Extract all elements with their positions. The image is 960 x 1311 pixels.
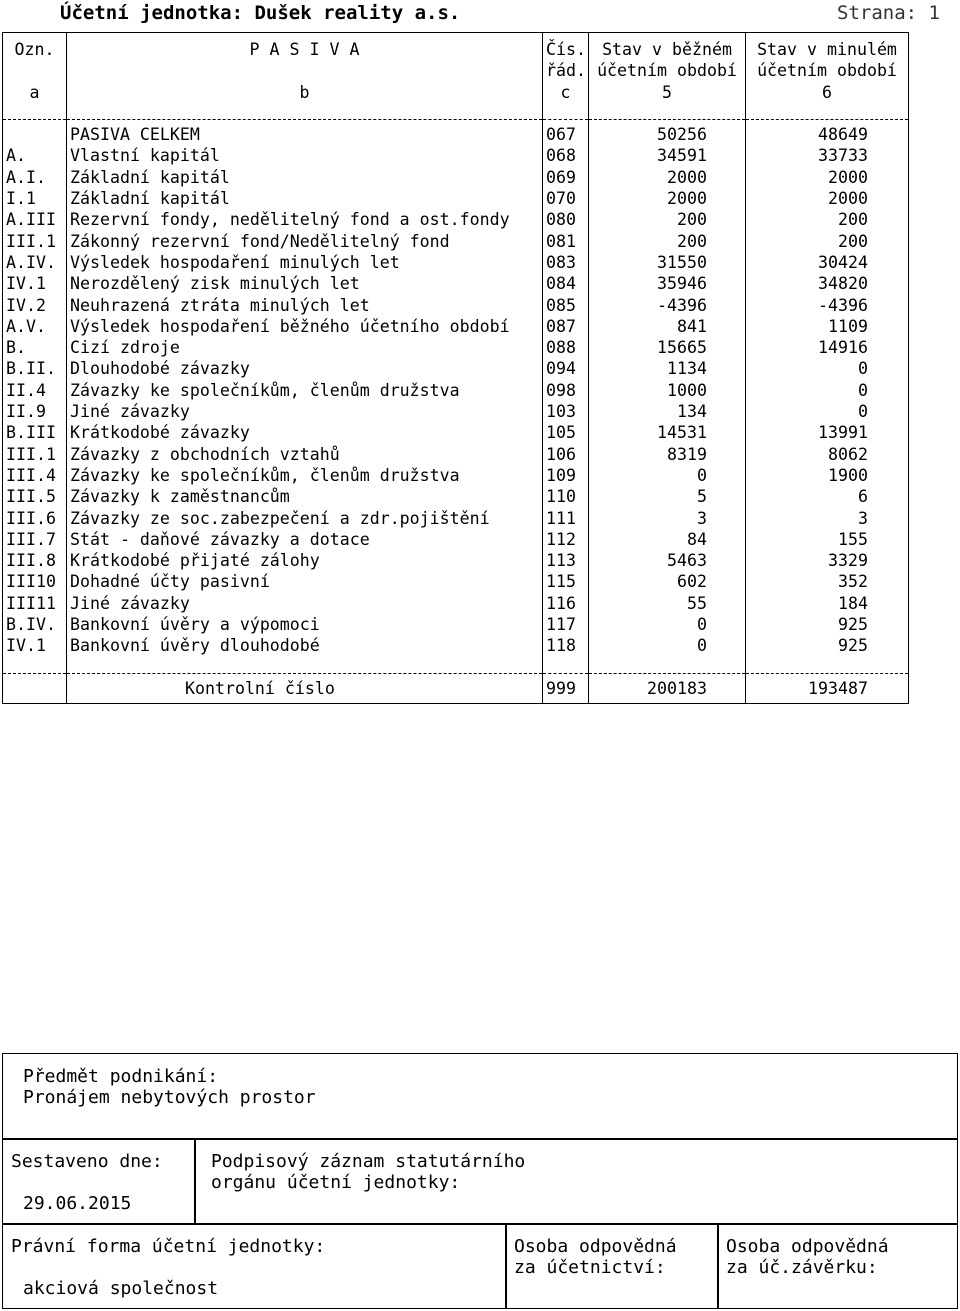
row-previous-value: -4396 — [746, 295, 909, 316]
row-code: A.III — [3, 209, 67, 230]
subject-box — [2, 1053, 958, 1140]
row-line-number: 106 — [543, 444, 589, 465]
col-rad-header: Čís. — [543, 39, 589, 60]
row-name: Základní kapitál — [67, 188, 543, 209]
row-current-value: 5463 — [589, 550, 746, 571]
table-row — [3, 550, 909, 571]
row-name: Bankovní úvěry a výpomoci — [67, 614, 543, 635]
row-code: A. — [3, 145, 67, 166]
row-previous-value: 184 — [746, 593, 909, 614]
row-code: III.5 — [3, 486, 67, 507]
report-header — [60, 2, 940, 24]
row-code: IV.2 — [3, 295, 67, 316]
row-line-number: 105 — [543, 422, 589, 443]
col-current-header-2: účetním období — [589, 60, 746, 81]
row-code: IV.1 — [3, 273, 67, 294]
table-row — [3, 273, 909, 294]
row-current-value: 1134 — [589, 358, 746, 379]
row-code: IV.1 — [3, 635, 67, 656]
table-row — [3, 614, 909, 635]
row-code: A.V. — [3, 316, 67, 337]
row-line-number: 103 — [543, 401, 589, 422]
table-row — [3, 124, 909, 145]
control-current-value: 200183 — [589, 678, 746, 699]
row-previous-value: 925 — [746, 635, 909, 656]
row-name: Závazky ze soc.zabezpečení a zdr.pojištění — [67, 508, 543, 529]
row-code: I.1 — [3, 188, 67, 209]
page-number: Strana: 1 — [837, 2, 940, 24]
col-number-6: 6 — [746, 82, 909, 103]
row-previous-value: 352 — [746, 571, 909, 592]
row-name: Jiné závazky — [67, 593, 543, 614]
row-current-value: 84 — [589, 529, 746, 550]
row-current-value: 31550 — [589, 252, 746, 273]
row-current-value: 841 — [589, 316, 746, 337]
col-letter-c: c — [543, 82, 589, 103]
table-row — [3, 444, 909, 465]
row-current-value: 2000 — [589, 188, 746, 209]
row-code: III.6 — [3, 508, 67, 529]
row-name: Rezervní fondy, nedělitelný fond a ost.fondy — [67, 209, 543, 230]
row-name: Závazky z obchodních vztahů — [67, 444, 543, 465]
row-name: Základní kapitál — [67, 167, 543, 188]
row-previous-value: 2000 — [746, 188, 909, 209]
row-line-number: 080 — [543, 209, 589, 230]
col-rad-header-2: řád. — [543, 60, 589, 81]
row-name: Závazky ke společníkům, členům družstva — [67, 465, 543, 486]
row-name: Výsledek hospodaření běžného účetního období — [67, 316, 543, 337]
col-letter-b: b — [67, 82, 543, 103]
row-name: Krátkodobé závazky — [67, 422, 543, 443]
row-current-value: 602 — [589, 571, 746, 592]
row-line-number: 110 — [543, 486, 589, 507]
row-code: B.III — [3, 422, 67, 443]
legal-form-value: akciová společnost — [23, 1278, 219, 1299]
row-name: PASIVA CELKEM — [67, 124, 543, 145]
table-row — [3, 316, 909, 337]
row-name: Zákonný rezervní fond/Nedělitelný fond — [67, 231, 543, 252]
row-code: III.1 — [3, 231, 67, 252]
row-code: B.II. — [3, 358, 67, 379]
row-line-number: 085 — [543, 295, 589, 316]
header-row-3 — [3, 82, 909, 103]
row-line-number: 084 — [543, 273, 589, 294]
row-current-value: -4396 — [589, 295, 746, 316]
row-code: A.I. — [3, 167, 67, 188]
table-row — [3, 380, 909, 401]
row-name: Vlastní kapitál — [67, 145, 543, 166]
legal-form-label: Právní forma účetní jednotky: — [11, 1236, 326, 1257]
compiled-date: 29.06.2015 — [23, 1193, 132, 1214]
row-name: Neuhrazená ztráta minulých let — [67, 295, 543, 316]
row-code — [3, 124, 67, 145]
control-code — [3, 678, 67, 699]
accounting-label-1: Osoba odpovědná — [514, 1236, 677, 1257]
row-line-number: 069 — [543, 167, 589, 188]
table-row — [3, 209, 909, 230]
row-current-value: 35946 — [589, 273, 746, 294]
signature-label-2: orgánu účetní jednotky: — [211, 1172, 461, 1193]
row-previous-value: 3329 — [746, 550, 909, 571]
control-row — [3, 678, 909, 699]
row-line-number: 068 — [543, 145, 589, 166]
row-code: II.9 — [3, 401, 67, 422]
row-code: B. — [3, 337, 67, 358]
row-name: Závazky ke společníkům, členům družstva — [67, 380, 543, 401]
table-row — [3, 145, 909, 166]
row-previous-value: 1900 — [746, 465, 909, 486]
row-name: Stát - daňové závazky a dotace — [67, 529, 543, 550]
row-line-number: 113 — [543, 550, 589, 571]
table-row — [3, 337, 909, 358]
signature-box — [194, 1138, 958, 1225]
row-previous-value: 13991 — [746, 422, 909, 443]
row-code: III.8 — [3, 550, 67, 571]
row-previous-value: 8062 — [746, 444, 909, 465]
table-row — [3, 635, 909, 656]
row-line-number: 111 — [543, 508, 589, 529]
accounting-person-box — [505, 1223, 719, 1309]
table-row — [3, 529, 909, 550]
row-name: Výsledek hospodaření minulých let — [67, 252, 543, 273]
row-previous-value: 200 — [746, 209, 909, 230]
control-line-number: 999 — [543, 678, 589, 699]
row-previous-value: 34820 — [746, 273, 909, 294]
row-line-number: 115 — [543, 571, 589, 592]
header-row-1 — [3, 39, 909, 60]
row-previous-value: 6 — [746, 486, 909, 507]
row-current-value: 1000 — [589, 380, 746, 401]
subject-value: Pronájem nebytových prostor — [23, 1087, 316, 1108]
col-previous-header: Stav v minulém — [746, 39, 909, 60]
table-row — [3, 188, 909, 209]
closing-person-box — [717, 1223, 958, 1309]
row-current-value: 3 — [589, 508, 746, 529]
row-code: III.7 — [3, 529, 67, 550]
table-row — [3, 486, 909, 507]
row-current-value: 200 — [589, 231, 746, 252]
row-code: III10 — [3, 571, 67, 592]
dash-separator — [3, 103, 909, 124]
entity-title: Účetní jednotka: Dušek reality a.s. — [60, 2, 461, 24]
row-name: Nerozdělený zisk minulých let — [67, 273, 543, 294]
row-current-value: 14531 — [589, 422, 746, 443]
row-name: Dlouhodobé závazky — [67, 358, 543, 379]
table-row — [3, 422, 909, 443]
row-code: II.4 — [3, 380, 67, 401]
row-name: Dohadné účty pasivní — [67, 571, 543, 592]
row-current-value: 200 — [589, 209, 746, 230]
row-previous-value: 925 — [746, 614, 909, 635]
row-line-number: 112 — [543, 529, 589, 550]
control-label: Kontrolní číslo — [67, 678, 543, 699]
header-row-2 — [3, 60, 909, 81]
table-row — [3, 571, 909, 592]
row-code: B.IV. — [3, 614, 67, 635]
table-row — [3, 231, 909, 252]
row-previous-value: 200 — [746, 231, 909, 252]
table-row — [3, 252, 909, 273]
col-pasiva-header: P A S I V A — [67, 39, 543, 60]
row-current-value: 0 — [589, 635, 746, 656]
row-line-number: 081 — [543, 231, 589, 252]
col-previous-header-2: účetním období — [746, 60, 909, 81]
row-name: Bankovní úvěry dlouhodobé — [67, 635, 543, 656]
signature-label-1: Podpisový záznam statutárního — [211, 1151, 526, 1172]
row-line-number: 094 — [543, 358, 589, 379]
compiled-box — [2, 1138, 196, 1225]
row-current-value: 0 — [589, 614, 746, 635]
row-previous-value: 3 — [746, 508, 909, 529]
table-row — [3, 295, 909, 316]
row-name: Cizí zdroje — [67, 337, 543, 358]
control-previous-value: 193487 — [746, 678, 909, 699]
row-previous-value: 0 — [746, 358, 909, 379]
table-row — [3, 465, 909, 486]
row-code: A.IV. — [3, 252, 67, 273]
row-name: Krátkodobé přijaté zálohy — [67, 550, 543, 571]
row-previous-value: 1109 — [746, 316, 909, 337]
closing-label-1: Osoba odpovědná — [726, 1236, 889, 1257]
row-current-value: 5 — [589, 486, 746, 507]
table-row — [3, 508, 909, 529]
row-current-value: 15665 — [589, 337, 746, 358]
col-letter-a: a — [3, 82, 67, 103]
row-name: Závazky k zaměstnancům — [67, 486, 543, 507]
row-previous-value: 14916 — [746, 337, 909, 358]
row-line-number: 118 — [543, 635, 589, 656]
table-row — [3, 401, 909, 422]
row-code: III11 — [3, 593, 67, 614]
table-row — [3, 167, 909, 188]
legal-form-box — [2, 1223, 507, 1309]
col-current-header: Stav v běžném — [589, 39, 746, 60]
accounting-label-2: za účetnictví: — [514, 1257, 666, 1278]
row-line-number: 109 — [543, 465, 589, 486]
row-current-value: 50256 — [589, 124, 746, 145]
row-current-value: 0 — [589, 465, 746, 486]
compiled-label: Sestaveno dne: — [11, 1151, 163, 1172]
row-previous-value: 155 — [746, 529, 909, 550]
row-current-value: 34591 — [589, 145, 746, 166]
row-line-number: 088 — [543, 337, 589, 358]
row-line-number: 070 — [543, 188, 589, 209]
table-row — [3, 593, 909, 614]
row-code: III.4 — [3, 465, 67, 486]
row-previous-value: 30424 — [746, 252, 909, 273]
row-line-number: 117 — [543, 614, 589, 635]
row-previous-value: 48649 — [746, 124, 909, 145]
row-previous-value: 0 — [746, 401, 909, 422]
row-line-number: 087 — [543, 316, 589, 337]
closing-label-2: za úč.závěrku: — [726, 1257, 878, 1278]
row-line-number: 067 — [543, 124, 589, 145]
row-previous-value: 2000 — [746, 167, 909, 188]
table-row — [3, 358, 909, 379]
row-name: Jiné závazky — [67, 401, 543, 422]
col-ozn-header: Ozn. — [3, 39, 67, 60]
row-current-value: 8319 — [589, 444, 746, 465]
row-current-value: 134 — [589, 401, 746, 422]
pasiva-table — [2, 32, 909, 704]
dash-separator — [3, 657, 909, 678]
row-line-number: 116 — [543, 593, 589, 614]
row-code: III.1 — [3, 444, 67, 465]
subject-label: Předmět podnikání: — [23, 1066, 219, 1087]
row-current-value: 55 — [589, 593, 746, 614]
row-line-number: 098 — [543, 380, 589, 401]
row-previous-value: 0 — [746, 380, 909, 401]
col-number-5: 5 — [589, 82, 746, 103]
row-line-number: 083 — [543, 252, 589, 273]
row-previous-value: 33733 — [746, 145, 909, 166]
row-current-value: 2000 — [589, 167, 746, 188]
